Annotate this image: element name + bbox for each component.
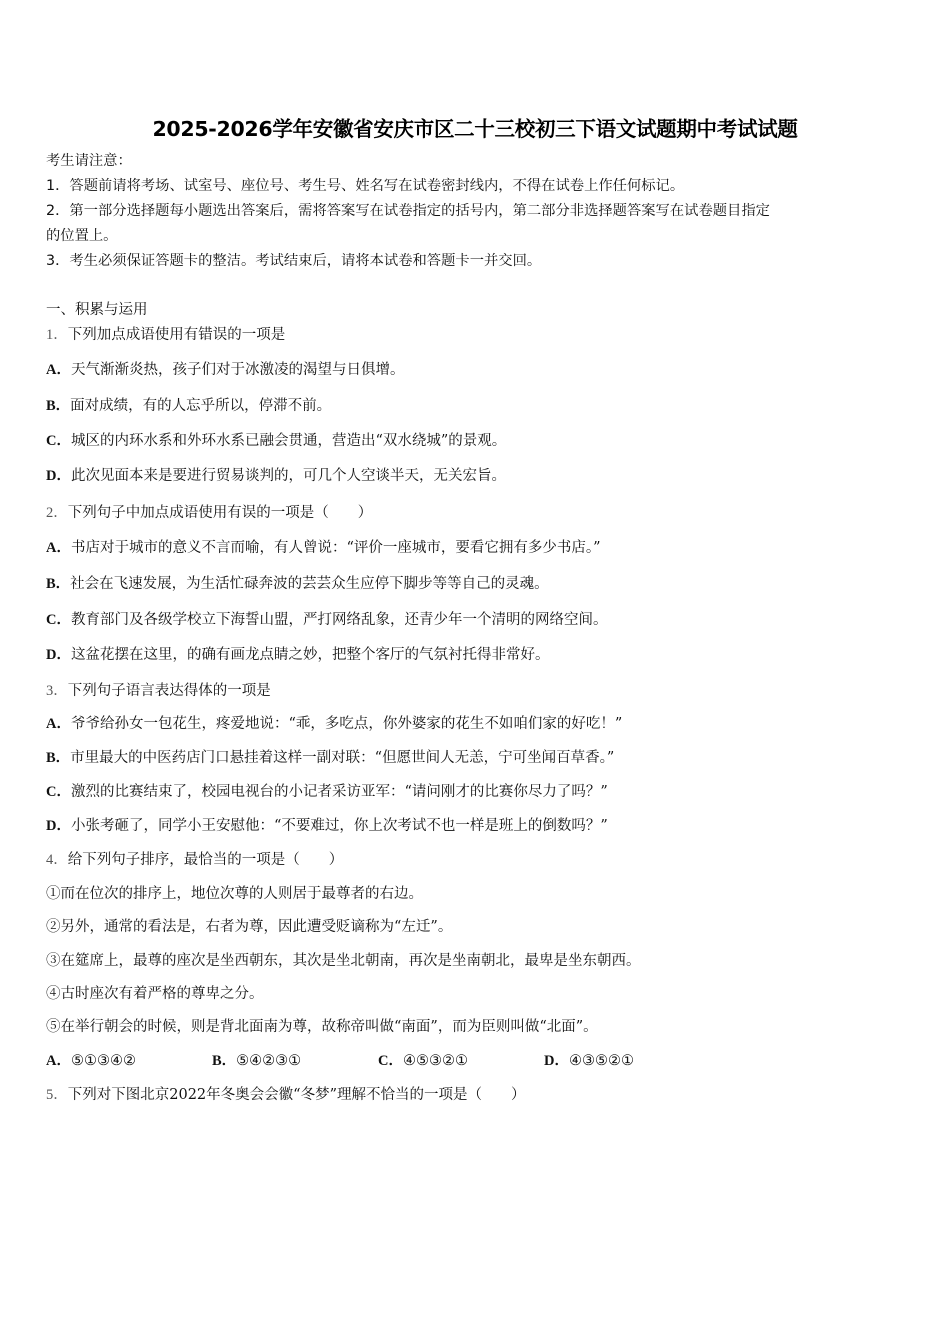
option-text: ④⑤③②① [402,1053,468,1069]
option-text: 此次见面本来是要进行贸易谈判的，可几个人空谈半天，无关宏旨。 [70,468,506,484]
q4-sentence-2: ②另外，通常的看法是，右者为尊，因此遭受贬谪称为“左迁”。 [46,919,453,935]
option-letter: D． [46,818,71,834]
option-letter: C． [46,612,71,628]
q2-option-a [46,539,601,557]
option-text: 教育部门及各级学校立下海誓山盟，严打网络乱象，还青少年一个清明的网络空间。 [70,612,608,628]
q4-choice-a [46,1052,212,1070]
notice-heading: 考生请注意： [46,153,132,169]
q3-option-a [46,715,622,733]
question-number: 3． [46,683,68,699]
question-text: 下列句子中加点成语使用有误的一项是（ ） [67,505,373,521]
option-text: 社会在飞速发展，为生活忙碌奔波的芸芸众生应停下脚步等等自己的灵魂。 [70,576,549,592]
option-letter: C． [378,1053,403,1069]
section-heading: 一、积累与运用 [46,302,148,318]
option-letter: D． [46,647,71,663]
option-text: ④③⑤②① [568,1053,634,1069]
notice-item-1: 1．答题前请将考场、试室号、座位号、考生号、姓名写在试卷密封线内，不得在试卷上作任何标记。 [46,178,685,194]
q3-option-c [46,783,608,801]
option-text: ⑤④②③① [236,1053,302,1069]
notice-item-2: 2．第一部分选择题每小题选出答案后，需将答案写在试卷指定的括号内，第二部分非选择题答案写在试卷题目指定 [46,203,770,219]
q1-option-c [46,432,506,450]
option-letter: D． [46,468,71,484]
option-letter: B． [46,576,71,592]
question-3-stem [46,682,271,700]
question-5-stem [46,1086,525,1104]
q2-option-c [46,611,607,629]
option-text: 这盆花摆在这里，的确有画龙点睛之妙，把整个客厅的气氛衬托得非常好。 [70,647,550,663]
option-text: 城区的内环水系和外环水系已融会贯通，营造出“双水绕城”的景观。 [70,433,507,449]
option-letter: B． [212,1053,237,1069]
option-letter: A． [46,716,71,732]
q4-choice-c [378,1052,544,1070]
q4-sentence-3: ③在筵席上，最尊的座次是坐西朝东，其次是坐北朝南，再次是坐南朝北，最卑是坐东朝西。 [46,953,641,969]
q4-sentence-1: ①而在位次的排序上，地位次尊的人则居于最尊者的右边。 [46,886,423,902]
option-letter: A． [46,1053,71,1069]
page-title: 2025-2026学年安徽省安庆市区二十三校初三下语文试题期中考试试题 [152,117,798,141]
option-text: 面对成绩，有的人忘乎所以，停滞不前。 [70,398,332,414]
option-letter: B． [46,750,71,766]
question-number: 4． [46,852,68,868]
question-number: 1． [46,327,68,343]
q4-choice-d [544,1052,710,1070]
question-text: 下列加点成语使用有错误的一项是 [67,327,286,343]
option-letter: A． [46,362,71,378]
q1-option-d [46,467,506,485]
notice-item-3: 3．考生必须保证答题卡的整洁。考试结束后，请将本试卷和答题卡一并交回。 [46,253,542,269]
option-letter: B． [46,398,71,414]
q4-choice-b [212,1052,378,1070]
option-text: 市里最大的中医药店门口悬挂着这样一副对联：“但愿世间人无恙，宁可坐闻百草香。” [70,750,615,766]
option-text: 激烈的比赛结束了，校园电视台的小记者采访亚军：“请问刚才的比赛你尽力了吗？” [70,784,608,800]
question-4-stem [46,851,343,869]
q3-option-b [46,749,614,767]
option-letter: D． [544,1053,569,1069]
question-text: 下列对下图北京2022年冬奥会会徽“冬梦”理解不恰当的一项是（ ） [67,1087,526,1103]
q3-option-d [46,817,608,835]
option-text: 小张考砸了，同学小王安慰他：“不要难过，你上次考试不也一样是班上的倒数吗？” [70,818,608,834]
question-text: 给下列句子排序，最恰当的一项是（ ） [67,852,344,868]
question-number: 5． [46,1087,68,1103]
q2-option-d [46,646,549,664]
q4-sentence-5: ⑤在举行朝会的时候，则是背北面南为尊，故称帝叫做“南面”，而为臣则叫做“北面”。 [46,1019,598,1035]
q1-option-b [46,397,331,415]
option-text: 书店对于城市的意义不言而喻，有人曾说：“评价一座城市，要看它拥有多少书店。” [70,540,601,556]
q1-option-a [46,361,404,379]
q4-sentence-4: ④古时座次有着严格的尊卑之分。 [46,986,264,1002]
option-text: ⑤①③④② [70,1053,136,1069]
question-2-stem [46,504,372,522]
option-text: 天气渐渐炎热，孩子们对于冰激凌的渴望与日俱增。 [70,362,405,378]
option-letter: C． [46,433,71,449]
option-letter: A． [46,540,71,556]
option-letter: C． [46,784,71,800]
question-number: 2． [46,505,68,521]
question-text: 下列句子语言表达得体的一项是 [67,683,271,699]
notice-item-2-cont: 的位置上。 [46,228,118,244]
option-text: 爷爷给孙女一包花生，疼爱地说：“乖，多吃点，你外婆家的花生不如咱们家的好吃！” [70,716,623,732]
question-1-stem [46,326,285,344]
q4-choices [46,1052,710,1070]
q2-option-b [46,575,549,593]
